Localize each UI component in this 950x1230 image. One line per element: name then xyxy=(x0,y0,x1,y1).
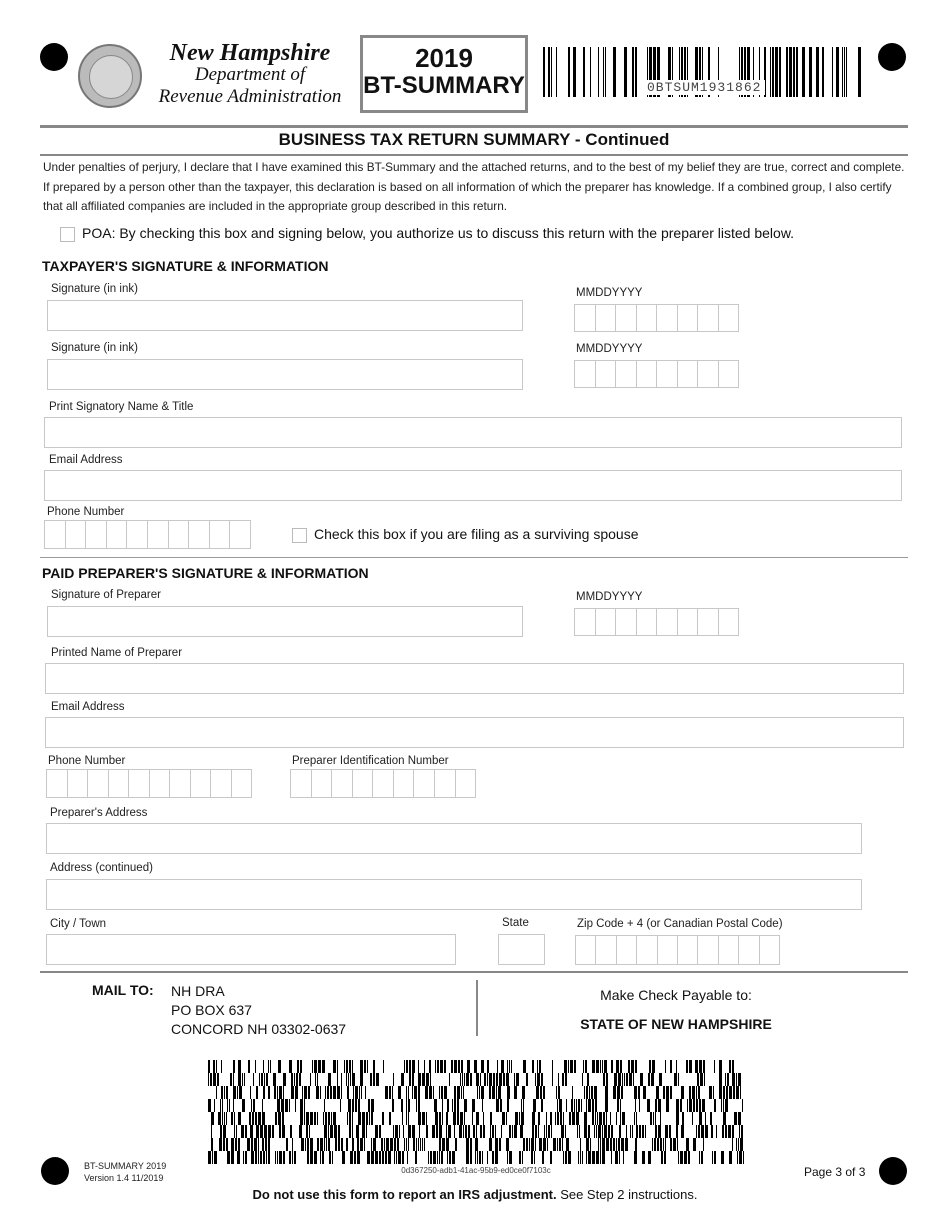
registration-mark-bottom-left xyxy=(41,1157,69,1185)
preparer-pin-field[interactable] xyxy=(290,769,476,798)
taxpayer-signature1-field[interactable] xyxy=(47,300,523,331)
print-name-label: Print Signatory Name & Title xyxy=(49,401,194,413)
preparer-address2-field[interactable] xyxy=(46,879,862,910)
preparer-pin-label: Preparer Identification Number xyxy=(292,755,449,767)
mail-rule xyxy=(40,971,908,973)
taxpayer-heading: TAXPAYER'S SIGNATURE & INFORMATION xyxy=(42,258,329,274)
preparer-address-field[interactable] xyxy=(46,823,862,854)
zip-label: Zip Code + 4 (or Canadian Postal Code) xyxy=(577,918,783,930)
poa-checkbox[interactable] xyxy=(60,227,75,242)
form-year: 2019 xyxy=(415,43,473,73)
preparer-address2-label: Address (continued) xyxy=(50,862,153,874)
surviving-spouse-text: Check this box if you are filing as a surviving spouse xyxy=(314,526,639,542)
preparer-address-label: Preparer's Address xyxy=(50,807,148,819)
state-field[interactable] xyxy=(498,934,545,965)
preparer-phone-field[interactable] xyxy=(46,769,252,798)
taxpayer-email-field[interactable] xyxy=(44,470,902,501)
form-name: BT-SUMMARY xyxy=(363,72,525,99)
date2-label: MMDDYYYY xyxy=(576,343,643,355)
taxpayer-date1-field[interactable] xyxy=(574,304,739,332)
payable-label: Make Check Payable to: xyxy=(600,987,752,1003)
page-number: Page 3 of 3 xyxy=(804,1165,866,1179)
registration-mark-top-left xyxy=(40,43,68,71)
preparer-date-label: MMDDYYYY xyxy=(576,591,643,603)
signature1-label: Signature (in ink) xyxy=(51,283,138,295)
bottom-barcode-text: 0d367250-adb1-41ac-95b9-ed0ce0f7103c xyxy=(401,1166,551,1175)
city-label: City / Town xyxy=(50,918,107,930)
mail-address: NH DRA PO BOX 637 CONCORD NH 03302-0637 xyxy=(171,983,347,1037)
state-seal-logo xyxy=(78,44,142,108)
preparer-date-field[interactable] xyxy=(574,608,739,636)
title-rule xyxy=(40,154,908,156)
declaration-text: Under penalties of perjury, I declare that I have examined this BT-Summary and the attached returns, and to the best of my belief they are true, correct and complete. If prepared by a person other than the taxpayer, this declaration is based on all information of which the preparer has knowledge. If a combined group, I also certify that all affiliated companies are included in the appropriate group described in this return. xyxy=(43,160,905,213)
preparer-signature-field[interactable] xyxy=(47,606,523,637)
preparer-signature-label: Signature of Preparer xyxy=(51,589,161,601)
taxpayer-signature2-field[interactable] xyxy=(47,359,523,390)
taxpayer-date2-field[interactable] xyxy=(574,360,739,388)
taxpayer-phone-field[interactable] xyxy=(44,520,251,549)
preparer-phone-label: Phone Number xyxy=(48,755,126,767)
preparer-name-field[interactable] xyxy=(45,663,904,694)
header-rule xyxy=(40,125,908,128)
registration-mark-top-right xyxy=(878,43,906,71)
zip-field[interactable] xyxy=(575,935,780,965)
date1-label: MMDDYYYY xyxy=(576,287,643,299)
city-field[interactable] xyxy=(46,934,456,965)
preparer-email-label: Email Address xyxy=(51,701,125,713)
signature2-label: Signature (in ink) xyxy=(51,342,138,354)
taxpayer-phone-label: Phone Number xyxy=(47,506,125,518)
surviving-spouse-checkbox[interactable] xyxy=(292,528,307,543)
preparer-heading: PAID PREPARER'S SIGNATURE & INFORMATION xyxy=(42,565,369,581)
poa-text: POA: By checking this box and signing below, you authorize us to discuss this return with the preparer listed below. xyxy=(82,225,795,241)
print-name-field[interactable] xyxy=(44,417,902,448)
preparer-name-label: Printed Name of Preparer xyxy=(51,647,183,659)
mail-to-label: MAIL TO: xyxy=(92,982,154,998)
agency-name: New Hampshire Department of Revenue Administration xyxy=(158,40,342,107)
form-version: BT-SUMMARY 2019 Version 1.4 11/2019 xyxy=(84,1161,167,1183)
preparer-email-field[interactable] xyxy=(45,717,904,748)
payable-name: STATE OF NEW HAMPSHIRE xyxy=(580,1016,772,1032)
form-id-box xyxy=(360,35,528,113)
bottom-note: Do not use this form to report an IRS adjustment. See Step 2 instructions. xyxy=(252,1187,698,1202)
page-title: BUSINESS TAX RETURN SUMMARY - Continued xyxy=(278,130,670,149)
bottom-barcode xyxy=(208,1060,744,1164)
state-label: State xyxy=(502,917,529,929)
registration-mark-bottom-right xyxy=(879,1157,907,1185)
header-barcode-text: 0BTSUM1931862 xyxy=(643,80,765,95)
taxpayer-email-label: Email Address xyxy=(49,454,123,466)
section-divider xyxy=(40,557,908,558)
